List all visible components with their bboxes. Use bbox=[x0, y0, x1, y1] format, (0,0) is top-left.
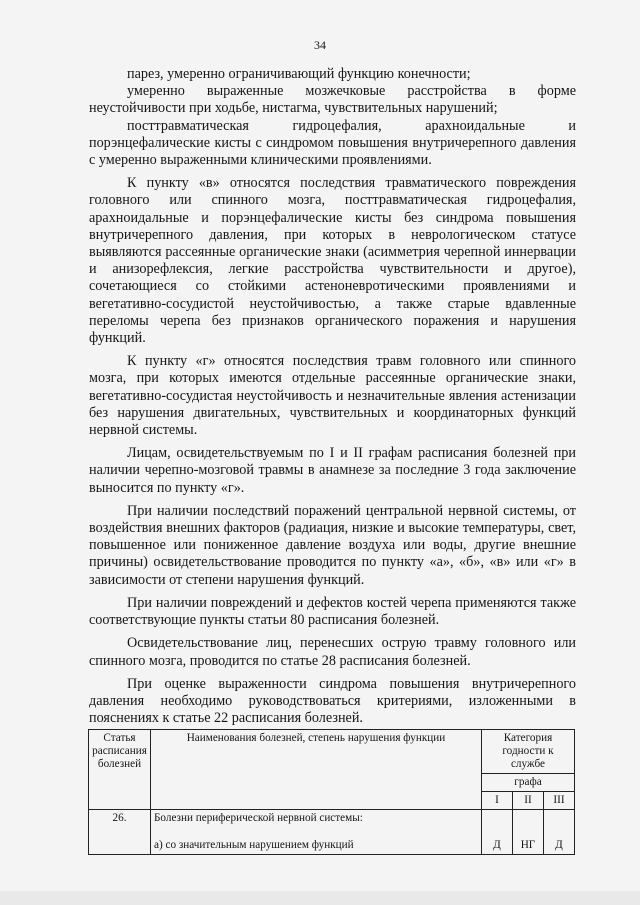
paragraph: К пункту «в» относятся последствия травматического повреждения головного или спинного мозга, посттравматическая гидроцефалия, арахноидальные и порэнцефалические кисты без синдрома повышения внутричерепного давления, при которых в неврологическом статусе выявляются рассеянные органические знаки (асимметрия черепной иннервации и анизорефлексия, легкие расстройства чувствительности и другое), сочетающиеся со стойкими астеноневротическими проявлениями и вегетативно-сосудистой неустойчивостью, а также старые вдавленные переломы черепа без признаков органического поражения и нарушения функций. bbox=[89, 175, 576, 347]
row-name-line1: Болезни периферической нервной системы: bbox=[154, 812, 363, 824]
paragraph: При наличии повреждений и дефектов костей черепа применяются также соответствующие пункты статьи 80 расписания болезней. bbox=[89, 594, 576, 629]
paragraph: Освидетельствование лиц, перенесших острую травму головного или спинного мозга, проводится по статье 28 расписания болезней. bbox=[89, 635, 576, 669]
header-article: Статья расписания болезней bbox=[89, 730, 151, 810]
header-category: Категория годности к службе bbox=[481, 730, 574, 774]
row-article: 26. bbox=[89, 810, 151, 855]
table-row bbox=[89, 810, 575, 855]
row-value-1-text: Д bbox=[493, 839, 501, 851]
header-graph: графа bbox=[481, 774, 574, 792]
row-value-2 bbox=[512, 810, 543, 855]
row-value-1 bbox=[481, 810, 512, 855]
table-header-row bbox=[89, 730, 575, 774]
paragraph: Лицам, освидетельствуемым по I и II графам расписания болезней при наличии черепно-мозговой травмы в анамнезе за последние 3 года заключение выносится по пункту «г». bbox=[89, 445, 576, 496]
paragraph: При оценке выраженности синдрома повышения внутричерепного давления необходимо руководствоваться критериями, изложенными в пояснениях к статье 22 расписания болезней. bbox=[89, 675, 576, 727]
header-name: Наименования болезней, степень нарушения функции bbox=[151, 730, 482, 810]
row-value-3-text: Д bbox=[555, 839, 563, 851]
row-name-line2: а) со значительным нарушением функций bbox=[154, 839, 354, 851]
paragraph: посттравматическая гидроцефалия, арахноидальные и порэнцефалические кисты с синдромом повышения внутричерепного давления с умеренно выраженными клиническими проявлениями. bbox=[89, 117, 576, 169]
header-graph-1: I bbox=[481, 792, 512, 810]
row-name bbox=[151, 810, 482, 855]
page-number: 34 bbox=[314, 38, 326, 52]
row-value-2-text: НГ bbox=[520, 839, 536, 851]
scan-bottom-edge bbox=[0, 891, 640, 905]
paragraph: При наличии последствий поражений центральной нервной системы, от воздействия внешних факторов (радиация, низкие и высокие температуры, свет, повышенное или пониженное давление воздуха или воды, другие внешние причины) освидетельствование проводится по пункту «а», «б», «в» или «г» в зависимости от степени нарушения функций. bbox=[89, 502, 576, 588]
row-value-3 bbox=[543, 810, 574, 855]
header-graph-3: III bbox=[543, 792, 574, 810]
paragraph: парез, умеренно ограничивающий функцию конечности; bbox=[127, 66, 471, 82]
paragraph: умеренно выраженные мозжечковые расстройства в форме неустойчивости при ходьбе, нистагма, чувствительных нарушений; bbox=[89, 83, 576, 117]
header-graph-2: II bbox=[512, 792, 543, 810]
body-text bbox=[89, 66, 576, 727]
criteria-table bbox=[88, 729, 575, 855]
paragraph: К пункту «г» относятся последствия травм головного или спинного мозга, при которых имеются отдельные рассеянные органические знаки, вегетативно-сосудистая неустойчивость и незначительные явления астенизации без нарушения двигательных, чувствительных и координаторных функций нервной системы. bbox=[89, 353, 576, 439]
